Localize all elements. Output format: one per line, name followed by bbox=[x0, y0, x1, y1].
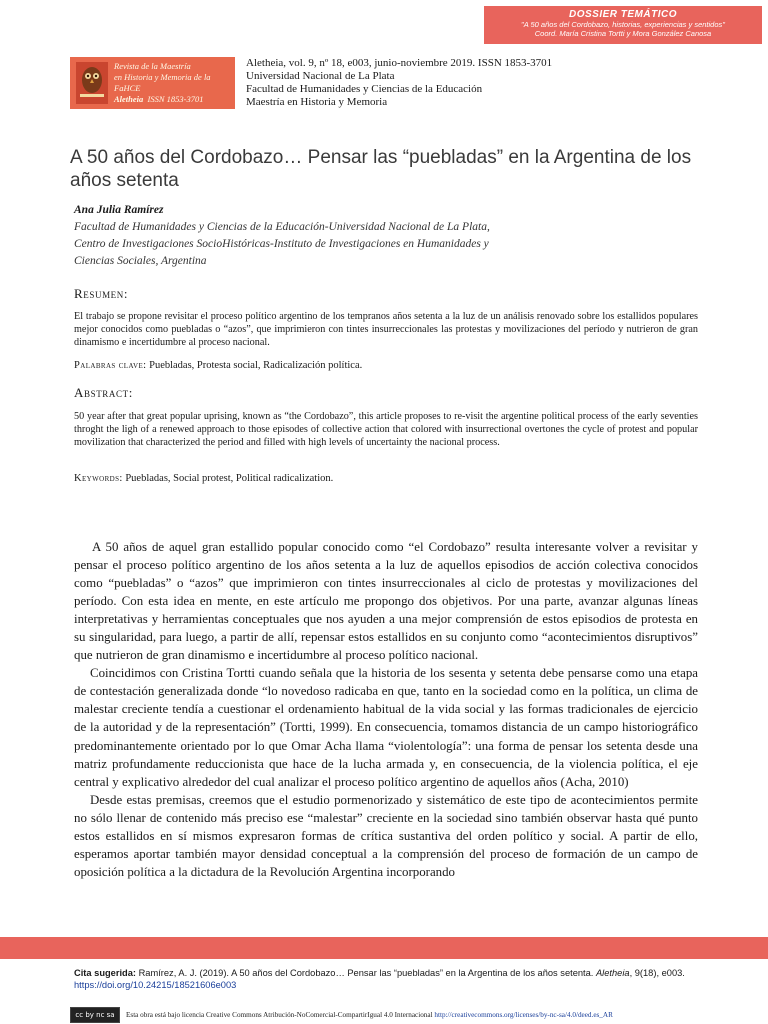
logo-text bbox=[114, 61, 235, 105]
resumen-text: El trabajo se propone revisitar el proceso político argentino de los tempranos años setenta a la luz de un análisis renovado sobre los estallidos populares mejor conocidos como puebladas o “azos”, que imprimieron con tintes insurreccionales las protestas y movilizaciones del período y nutrieron de gran dinamismo e incertidumbre al proceso nacional. bbox=[74, 311, 698, 348]
keywords-text: Puebladas, Social protest, Political radicalization. bbox=[122, 473, 334, 484]
journal-line-3: Facultad de Humanidades y Ciencias de la Educación bbox=[246, 83, 483, 95]
footer-band bbox=[0, 937, 768, 959]
journal-line-1: Aletheia, vol. 9, nº 18, e003, junio-noviembre 2019. ISSN 1853-3701 bbox=[246, 57, 553, 69]
doi-link[interactable]: https://doi.org/10.24215/18521606e003 bbox=[74, 980, 237, 990]
keywords-label: Keywords: bbox=[74, 473, 123, 484]
logo-line-3: Aletheia bbox=[114, 94, 144, 104]
article-body bbox=[74, 538, 698, 881]
affiliation-line-2: Centro de Investigaciones SocioHistóricas-Instituto de Investigaciones en Humanidades y bbox=[74, 238, 489, 250]
logo-line-1: Revista de la Maestría bbox=[114, 61, 191, 71]
license-link[interactable]: http://creativecommons.org/licenses/by-nc-sa/4.0/deed.es_AR bbox=[434, 1011, 613, 1019]
body-paragraph-3: Desde estas premisas, creemos que el estudio pormenorizado y sistemático de este tipo de acontecimientos permite no sólo llenar de contenido más preciso ese “malestar” creciente en la sociedad sino también observar hasta qué punto estos estallidos en sí mismos expresaron formas de crítica sustantiva del orden político y social. A partir de ello, esperamos aportar también mayor densidad conceptual a la comprensión del proceso de formación de un campo de oposición política a la dictadura de la Revolución Argentina incorporando bbox=[74, 792, 698, 879]
citation-text: Ramírez, A. J. (2019). A 50 años del Cordobazo… Pensar las “puebladas” en la Argentina de los años setenta. bbox=[136, 968, 596, 978]
author-affiliation bbox=[74, 219, 594, 270]
author-name: Ana Julia Ramírez bbox=[74, 204, 164, 216]
body-paragraph-2: Coincidimos con Cristina Tortti cuando señala que la historia de los sesenta y setenta debe pensarse como una etapa de contestación generalizada donde “lo novedoso radicaba en que, tanto en la sociedad como en la política, un clima de malestar creciente tendía a cuestionar el ordenamiento habitual de la vida social y las formas tradicionales de ejercicio de la autoridad y de la representación” (Tortti, 1999). En consecuencia, tomamos distancia de un campo historiográfico predominantemente orientado por lo que Omar Acha llama “violentología”: una forma de pensar los setenta desde una matriz profundamente reduccionista que hace de la lucha armada y, en consecuencia, de la violencia política, el eje central y explicativo alrededor del cual analizar el proceso político argentino de aquellos años (Acha, 2010) bbox=[74, 666, 698, 789]
citation bbox=[74, 967, 698, 991]
logo-issn: ISSN 1853-3701 bbox=[147, 94, 204, 104]
body-paragraph-1: A 50 años de aquel gran estallido popular conocido como “el Cordobazo” resulta interesante volver a revisitar y pensar el proceso político argentino de los años setenta a la luz de aquellos episodios de acción colectiva conocidos como “puebladas” o “azos” que imprimieron con tintes insurreccionales al ciclo de protestas y movilizaciones del período. Con esta idea en mente, en este artículo me propongo dos objetivos. Por una parte, avanzar algunas líneas interpretativas y herramientas conceptuales que nos ayuden a una mejor comprensión de estos episodios de protesta en su singularidad, para luego, a partir de allí, repensar estos estallidos en su conjunto como “acontecimientos disruptivos” que nutrieron de gran dinamismo e incertidumbre al proceso político nacional. bbox=[74, 540, 698, 663]
palabras-clave-label: Palabras clave: bbox=[74, 360, 147, 371]
dossier-subtitle: "A 50 años del Cordobazo, historias, experiencias y sentidos" bbox=[521, 20, 725, 29]
journal-line-4: Maestría en Historia y Memoria bbox=[246, 96, 388, 108]
affiliation-line-1: Facultad de Humanidades y Ciencias de la Educación-Universidad Nacional de La Plata, bbox=[74, 221, 490, 233]
dossier-title: DOSSIER TEMÁTICO bbox=[568, 9, 677, 20]
palabras-clave bbox=[74, 360, 362, 371]
dossier-banner bbox=[484, 6, 762, 44]
license-line bbox=[70, 1007, 613, 1023]
logo-line-2: en Historia y Memoria de la FaHCE bbox=[114, 72, 211, 93]
journal-logo bbox=[70, 57, 235, 109]
license-text: Esta obra está bajo licencia Creative Commons Atribución-NoComercial-CompartirIgual 4.0 Internacional bbox=[126, 1011, 435, 1019]
journal-line-2: Universidad Nacional de La Plata bbox=[246, 70, 395, 82]
keywords bbox=[74, 473, 333, 484]
journal-info bbox=[246, 57, 552, 109]
citation-journal: Aletheia bbox=[595, 968, 630, 978]
affiliation-line-3: Ciencias Sociales, Argentina bbox=[74, 255, 207, 267]
citation-tail: , 9(18), e003. bbox=[629, 968, 685, 978]
citation-label: Cita sugerida: bbox=[74, 968, 136, 978]
palabras-clave-text: Puebladas, Protesta social, Radicalización política. bbox=[146, 360, 363, 371]
dossier-coords: Coord. María Cristina Tortti y Mora González Canosa bbox=[534, 29, 712, 38]
cc-by-nc-sa-icon[interactable]: cc by nc sa bbox=[70, 1007, 120, 1023]
resumen-heading: Resumen: bbox=[74, 286, 129, 301]
owl-emblem-icon bbox=[74, 60, 110, 106]
abstract-text: 50 year after that great popular uprising, known as “the Cordobazo”, this article proposes to re-visit the argentine political process of the early seventies throght the ligh of a renewed approach to those episodes of collective action that colored with insurrectional overtones the cycle of protest and popular movilization that characterized the period and filled with high levels of uncertainty the nacional process. bbox=[74, 411, 698, 448]
article-title: A 50 años del Cordobazo… Pensar las “puebladas” en la Argentina de los años setenta bbox=[70, 147, 692, 191]
abstract-heading: Abstract: bbox=[74, 385, 133, 400]
